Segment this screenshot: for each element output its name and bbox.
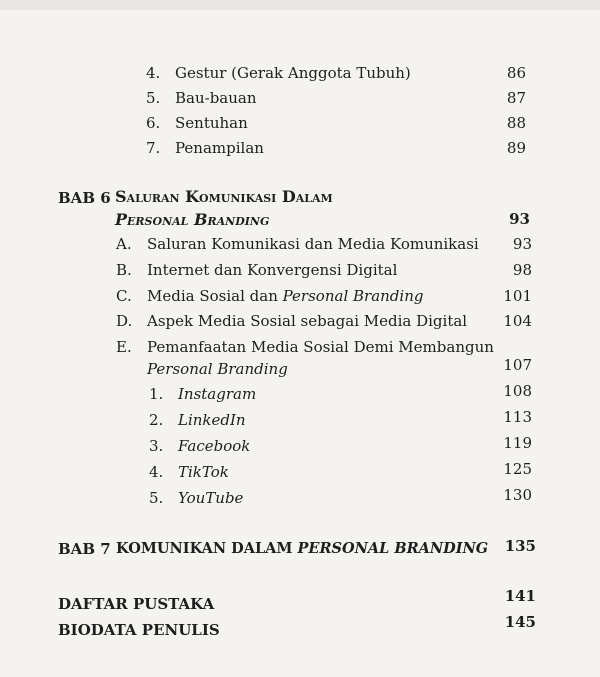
subitem-number: 5. (149, 489, 164, 507)
bab7-label: BAB 7 (58, 540, 111, 558)
section-title (147, 287, 423, 305)
bab6-label: BAB 6 (58, 189, 111, 207)
bab6-page: 93 (509, 210, 530, 228)
daftar-pustaka-title: DAFTAR PUSTAKA (58, 595, 215, 613)
subitem-title: TikTok (178, 463, 229, 481)
section-page: 107 (503, 356, 532, 374)
item-number: 6. (146, 114, 161, 132)
subitem-page: 125 (503, 460, 532, 478)
subitem-title: Facebook (178, 437, 251, 455)
section-title: Internet dan Konvergensi Digital (147, 261, 398, 279)
section-letter: B. (116, 261, 132, 279)
item-number: 4. (146, 64, 161, 82)
section-letter: D. (116, 312, 133, 330)
subitem-page: 119 (503, 434, 532, 452)
section-title: Pemanfaatan Media Sosial Demi Membangun (147, 338, 494, 356)
subitem-page: 130 (503, 486, 532, 504)
section-title: Aspek Media Sosial sebagai Media Digital (147, 312, 468, 330)
biodata-page: 145 (504, 613, 536, 631)
item-title: Bau-bauan (175, 89, 257, 107)
item-number: 5. (146, 89, 161, 107)
subitem-title: YouTube (178, 489, 244, 507)
subitem-title: Instagram (178, 385, 257, 403)
subitem-title: LinkedIn (178, 411, 246, 429)
section-title: Saluran Komunikasi dan Media Komunikasi (147, 235, 479, 253)
section-title-italic: Personal Branding (282, 287, 424, 305)
subitem-page: 108 (503, 382, 532, 400)
bab6-title-line1: Saluran Komunikasi Dalam (115, 187, 333, 206)
bab7-title-italic: PERSONAL BRANDING (297, 540, 489, 557)
section-letter: A. (116, 235, 132, 253)
item-page: 89 (506, 139, 526, 157)
section-page: 101 (503, 287, 532, 305)
bab7-page: 135 (504, 537, 536, 555)
biodata-title: BIODATA PENULIS (58, 621, 220, 639)
daftar-pustaka-page: 141 (504, 587, 536, 605)
item-page: 88 (506, 114, 526, 132)
section-letter: C. (116, 287, 132, 305)
item-title: Penampilan (175, 139, 264, 157)
bab7-title-plain: KOMUNIKAN DALAM (116, 540, 298, 557)
section-letter: E. (116, 338, 132, 356)
item-title: Gestur (Gerak Anggota Tubuh) (175, 64, 411, 82)
section-page: 104 (503, 312, 532, 330)
section-page: 93 (512, 235, 532, 253)
section-page: 98 (512, 261, 532, 279)
item-title: Sentuhan (175, 114, 248, 132)
bab6-title-line2: Personal Branding (115, 210, 270, 229)
item-number: 7. (146, 139, 161, 157)
item-page: 87 (506, 89, 526, 107)
subitem-number: 3. (149, 437, 164, 455)
section-title-plain: Media Sosial dan (147, 287, 283, 305)
subitem-number: 1. (149, 385, 164, 403)
top-edge-shadow (0, 0, 600, 10)
subitem-number: 4. (149, 463, 164, 481)
subitem-number: 2. (149, 411, 164, 429)
item-page: 86 (506, 64, 526, 82)
bab7-title (116, 540, 488, 557)
section-title-line2: Personal Branding (147, 360, 288, 378)
subitem-page: 113 (503, 408, 532, 426)
